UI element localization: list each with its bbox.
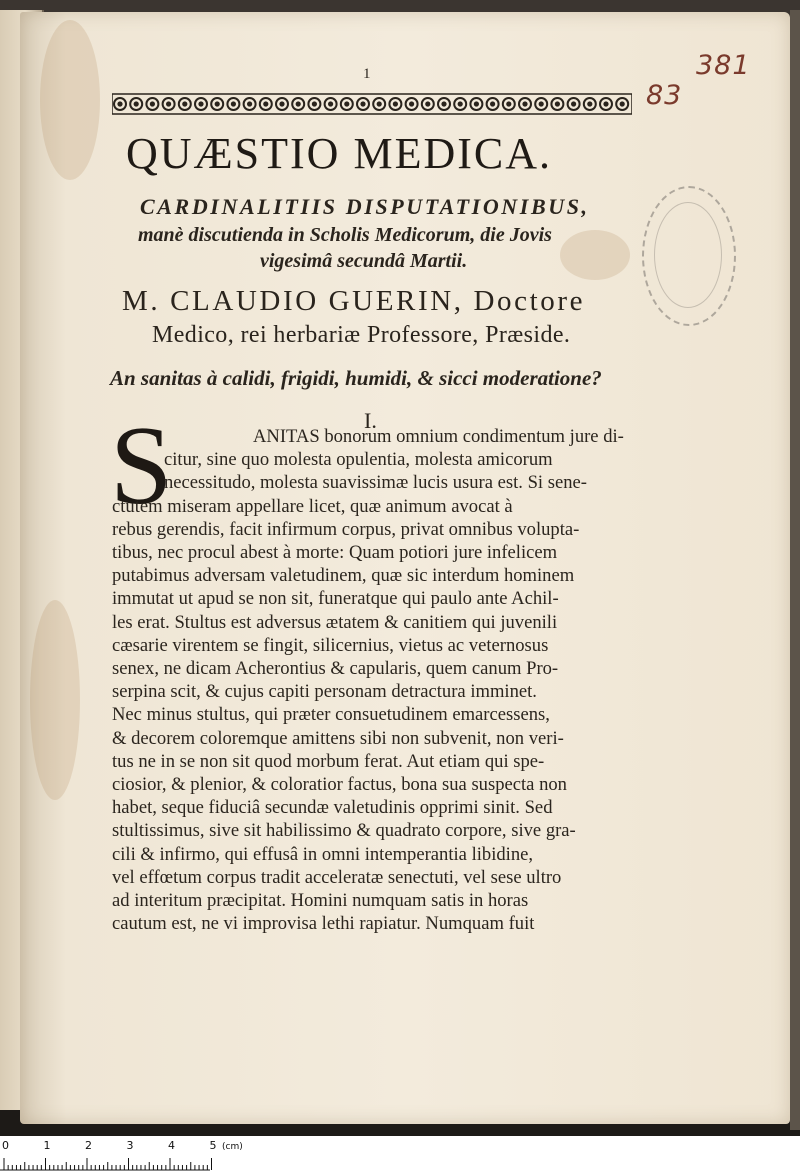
body-text-line: & decorem coloremque amittens sibi non subvenit, non veri- — [112, 727, 564, 749]
ornament-dot — [361, 102, 364, 105]
ruler-label: 2 — [85, 1139, 92, 1152]
body-text-line: tibus, nec procul abest à morte: Quam potiori jure infelicem — [112, 542, 558, 563]
ornament-dot — [232, 102, 235, 105]
ruler-label: 4 — [168, 1139, 175, 1152]
ornament-dot — [621, 102, 624, 105]
foxing-stain — [40, 20, 100, 180]
ornamental-border — [112, 90, 632, 118]
ornament-dot — [118, 102, 121, 105]
subtitle-line: vigesimâ secundâ Martii. — [260, 250, 468, 272]
ornament-dot — [604, 102, 607, 105]
section-numeral: I. — [364, 408, 377, 433]
page-number: 1 — [363, 66, 371, 82]
ornament-dot — [540, 102, 543, 105]
ornament-dot — [394, 102, 397, 105]
ornament-dot — [248, 102, 251, 105]
body-text-line: vel effœtum corpus tradit acceleratæ senectuti, vel sese ultro — [112, 866, 562, 888]
body-text-line: rebus gerendis, facit infirmum corpus, privat omnibus volupta- — [112, 518, 580, 540]
document-title: QUÆSTIO MEDICA. — [126, 129, 552, 178]
body-text-line: tus ne in se non sit quod morbum ferat. Aut etiam qui spe- — [112, 750, 545, 772]
ornament-dot — [442, 102, 445, 105]
ornament-dot — [410, 102, 413, 105]
ornament-dot — [523, 102, 526, 105]
ornament-dot — [345, 102, 348, 105]
presider-line: M. CLAUDIO GUERIN, Doctore — [122, 285, 586, 317]
ornament-dot — [264, 102, 267, 105]
ornament-dot — [313, 102, 316, 105]
ruler-label: 5 — [209, 1139, 217, 1152]
manuscript-number: 83 — [646, 80, 683, 111]
body-text-line: senex, ne dicam Acherontius & capularis, quem canum Pro- — [112, 658, 559, 679]
ruler-ticks — [0, 1156, 800, 1171]
ornament-dot — [475, 102, 478, 105]
foxing-stain — [30, 600, 80, 800]
ornament-dot — [507, 102, 510, 105]
body-text-line: Nec minus stultus, qui præter consuetudinem emarcessens, — [112, 704, 550, 726]
ornament-dot — [280, 102, 283, 105]
drop-cap: S — [110, 404, 173, 528]
ornament-dot — [572, 102, 575, 105]
ornament-dot — [556, 102, 559, 105]
body-text-line: immutat ut apud se non sit, funeratque qui paulo ante Achil- — [112, 588, 559, 610]
presider-line: Medico, rei herbariæ Professore, Præside. — [152, 322, 571, 348]
book-right-edge — [790, 10, 800, 1130]
body-text-line: habet, seque fiduciâ secundæ valetudinis opprimi sinit. Sed — [112, 797, 553, 819]
body-text-line: ciosior, & plenior, & coloratior factus, bona sua suspecta non — [112, 774, 567, 795]
body-text-line: ANITAS bonorum omnium condimentum jure di- — [253, 426, 624, 447]
ornament-dot — [183, 102, 186, 105]
body-text-line: cili & infirmo, qui effusâ in omni intemperantia libidine, — [112, 843, 534, 865]
ornament-dot — [167, 102, 170, 105]
ornament-dot — [378, 102, 381, 105]
ruler-label: 3 — [126, 1139, 134, 1152]
ornament-dot — [588, 102, 591, 105]
ruler-unit: (cm) — [222, 1142, 243, 1152]
body-text-line: ad interitum præcipitat. Homini numquam satis in horas — [112, 890, 529, 911]
body-text-line: necessitudo, molesta suavissimæ lucis usura est. Si sene- — [164, 472, 587, 494]
body-text-line: ctutem miseram appellare licet, quæ animum avocat à — [112, 495, 513, 517]
ornament-dot — [297, 102, 300, 105]
body-text-line: cautum est, ne vi improvisa lethi rapiatur. Numquam fuit — [112, 913, 535, 935]
body-text-line: citur, sine quo molesta opulentia, molesta amicorum — [164, 449, 553, 471]
body-text-line: serpina scit, & cujus capiti personam detractura imminet. — [112, 681, 537, 703]
subtitle-line: manè discutienda in Scholis Medicorum, die Jovis — [138, 224, 552, 246]
ornament-dot — [329, 102, 332, 105]
disputation-question: An sanitas à calidi, frigidi, humidi, & sicci moderatione? — [110, 366, 602, 390]
body-text-line: stultissimus, sive sit habilissimo & quadrato corpore, sive gra- — [112, 820, 576, 842]
manuscript-number: 381 — [696, 50, 751, 81]
body-text-line: cæsarie virentem se fingit, silicernius, vietus ac veternosus — [112, 634, 549, 656]
body-text-line: les erat. Stultus est adversus ætatem & canitiem qui juvenili — [112, 611, 558, 633]
ornament-dot — [199, 102, 202, 105]
ornament-dot — [151, 102, 154, 105]
body-text-line: putabimus adversam valetudinem, quæ sic interdum hominem — [112, 565, 575, 587]
ruler-label: 0 — [2, 1139, 9, 1152]
ornament-dot — [426, 102, 429, 105]
ornament-dot — [135, 102, 138, 105]
ruler-label: 1 — [43, 1139, 51, 1152]
library-stamp-inner — [654, 202, 722, 308]
subtitle-line: CARDINALITIIS DISPUTATIONIBUS, — [140, 194, 590, 219]
foxing-stain — [560, 230, 630, 280]
ornament-dot — [491, 102, 494, 105]
ornament-dot — [216, 102, 219, 105]
ornament-dot — [459, 102, 462, 105]
